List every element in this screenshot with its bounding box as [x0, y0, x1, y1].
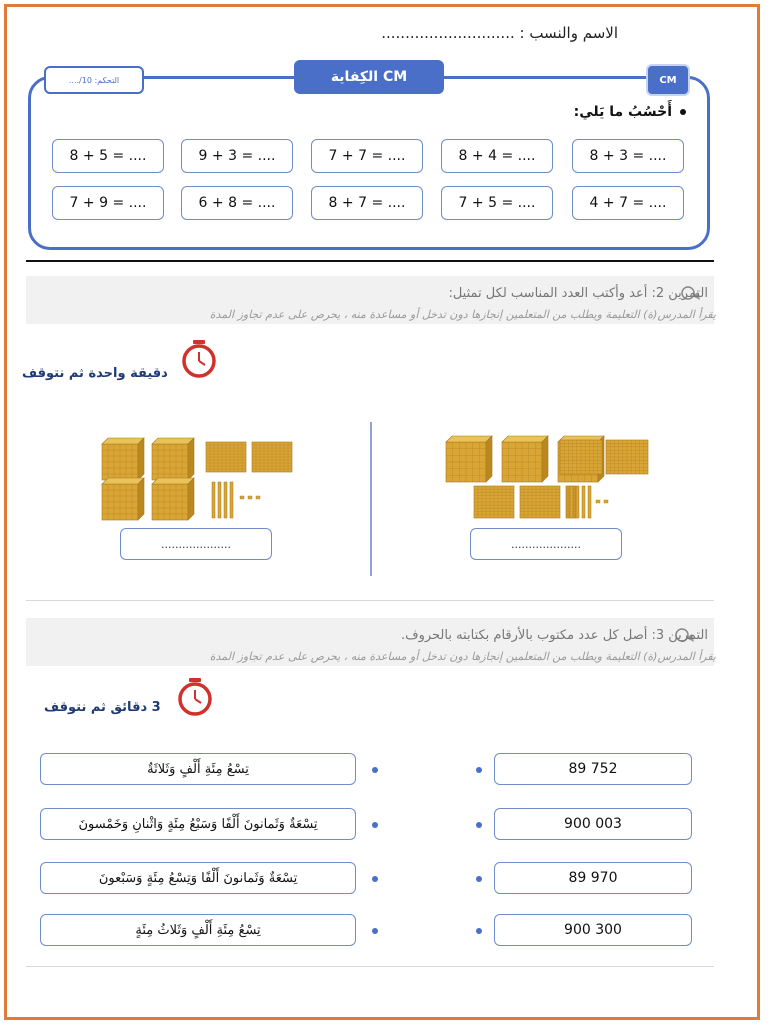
unit-cube: [248, 496, 252, 499]
ten-rod: [588, 486, 591, 518]
words-box[interactable]: تِسْعُ مِئَةِ أَلْفٍ وَثَلاثَةٌ: [40, 753, 356, 785]
student-name-line: الاسم والنسب : ............................: [381, 24, 618, 42]
operation-box[interactable]: 6 + 8 = ....: [181, 186, 293, 220]
exercise3-title: التمرين 3: أصل كل عدد مكتوب بالأرقام بكتابته بالحروف.: [400, 628, 708, 643]
match-dot[interactable]: [372, 928, 378, 934]
column-divider: [370, 422, 372, 576]
ten-rod: [212, 482, 215, 518]
number-box[interactable]: 900 300: [494, 914, 692, 946]
ten-rod: [570, 486, 573, 518]
words-box[interactable]: تِسْعَةٌ وَثَمانونَ أَلْفًا وَسَبْعُ مِئَةٍ وَاثْنانِ وَخَمْسونَ: [40, 808, 356, 840]
unit-cube: [256, 496, 260, 499]
exercise3-timer: 3 دقائق ثم نتوقف: [44, 700, 161, 715]
thousand-cube: [446, 436, 492, 482]
operation-box[interactable]: 9 + 3 = ....: [181, 139, 293, 173]
thousand-cube: [152, 438, 194, 480]
thousand-cube: [102, 438, 144, 480]
competence-title: الكِفاية CM: [294, 60, 444, 94]
number-box[interactable]: 89 752: [494, 753, 692, 785]
words-box[interactable]: تِسْعُ مِئَةِ أَلْفٍ وَثَلاثُ مِئَةٍ: [40, 914, 356, 946]
exercise2-timer: دقيقة واحدة ثم نتوقف: [22, 366, 168, 381]
exercise2-title: التمرين 2: أعد وأكتب العدد المناسب لكل تمثيل:: [448, 286, 708, 301]
operation-box[interactable]: 4 + 7 = ....: [572, 186, 684, 220]
words-box[interactable]: تِسْعَةٌ وَثَمانونَ أَلْفًا وَتِسْعُ مِئَةٍ وَسَبْعونَ: [40, 862, 356, 894]
hundred-flat: [520, 486, 560, 518]
section-divider: [26, 600, 714, 601]
match-dot[interactable]: [476, 928, 482, 934]
operation-box[interactable]: 8 + 3 = ....: [572, 139, 684, 173]
exercise2-subtitle: يقرأ المدرس(ة) التعليمة ويطلب من المتعلمين إنجازها دون تدخل أو مساعدة منه ، يحرص على عدم تجاوز المدة: [209, 308, 716, 321]
ten-rod: [224, 482, 227, 518]
base-ten-blocks-right: [444, 434, 654, 524]
instruction-calc: [574, 104, 686, 120]
unit-cube: [596, 500, 600, 503]
operation-box[interactable]: 7 + 9 = ....: [52, 186, 164, 220]
hundred-flat: [560, 440, 602, 474]
ten-rod: [218, 482, 221, 518]
operation-box[interactable]: 7 + 7 = ....: [311, 139, 423, 173]
ten-rod: [230, 482, 233, 518]
hundred-flat: [206, 442, 246, 472]
hundred-flat: [606, 440, 648, 474]
thousand-cube: [102, 478, 144, 520]
section-divider: [26, 260, 714, 262]
bullet-icon: [680, 109, 686, 115]
hundred-flat: [474, 486, 514, 518]
thousand-cube: [502, 436, 548, 482]
unit-cube: [240, 496, 244, 499]
score-box: التحكم: 10/....: [44, 66, 144, 94]
match-dot[interactable]: [476, 876, 482, 882]
thousand-cube: [152, 478, 194, 520]
match-dot[interactable]: [372, 767, 378, 773]
stopwatch-icon: [174, 676, 216, 718]
section-divider: [26, 966, 714, 967]
ten-rod: [582, 486, 585, 518]
cm-badge: CM: [646, 64, 690, 96]
number-box[interactable]: 89 970: [494, 862, 692, 894]
base-ten-blocks-left: [100, 436, 300, 526]
instruction-text: أَحْسُبُ ما يَلي:: [573, 104, 672, 120]
operation-box[interactable]: 8 + 4 = ....: [441, 139, 553, 173]
operation-box[interactable]: 8 + 7 = ....: [311, 186, 423, 220]
match-dot[interactable]: [476, 767, 482, 773]
match-dot[interactable]: [476, 822, 482, 828]
stopwatch-icon: [178, 338, 220, 380]
answer-box-right[interactable]: ....................: [470, 528, 622, 560]
hundred-flat: [252, 442, 292, 472]
exercise3-subtitle: يقرأ المدرس(ة) التعليمة ويطلب من المتعلمين إنجازها دون تدخل أو مساعدة منه ، يحرص على عدم تجاوز المدة: [209, 650, 716, 663]
operation-box[interactable]: 7 + 5 = ....: [441, 186, 553, 220]
answer-box-left[interactable]: ....................: [120, 528, 272, 560]
match-dot[interactable]: [372, 822, 378, 828]
unit-cube: [604, 500, 608, 503]
match-dot[interactable]: [372, 876, 378, 882]
operation-box[interactable]: 8 + 5 = ....: [52, 139, 164, 173]
number-box[interactable]: 900 003: [494, 808, 692, 840]
ten-rod: [576, 486, 579, 518]
